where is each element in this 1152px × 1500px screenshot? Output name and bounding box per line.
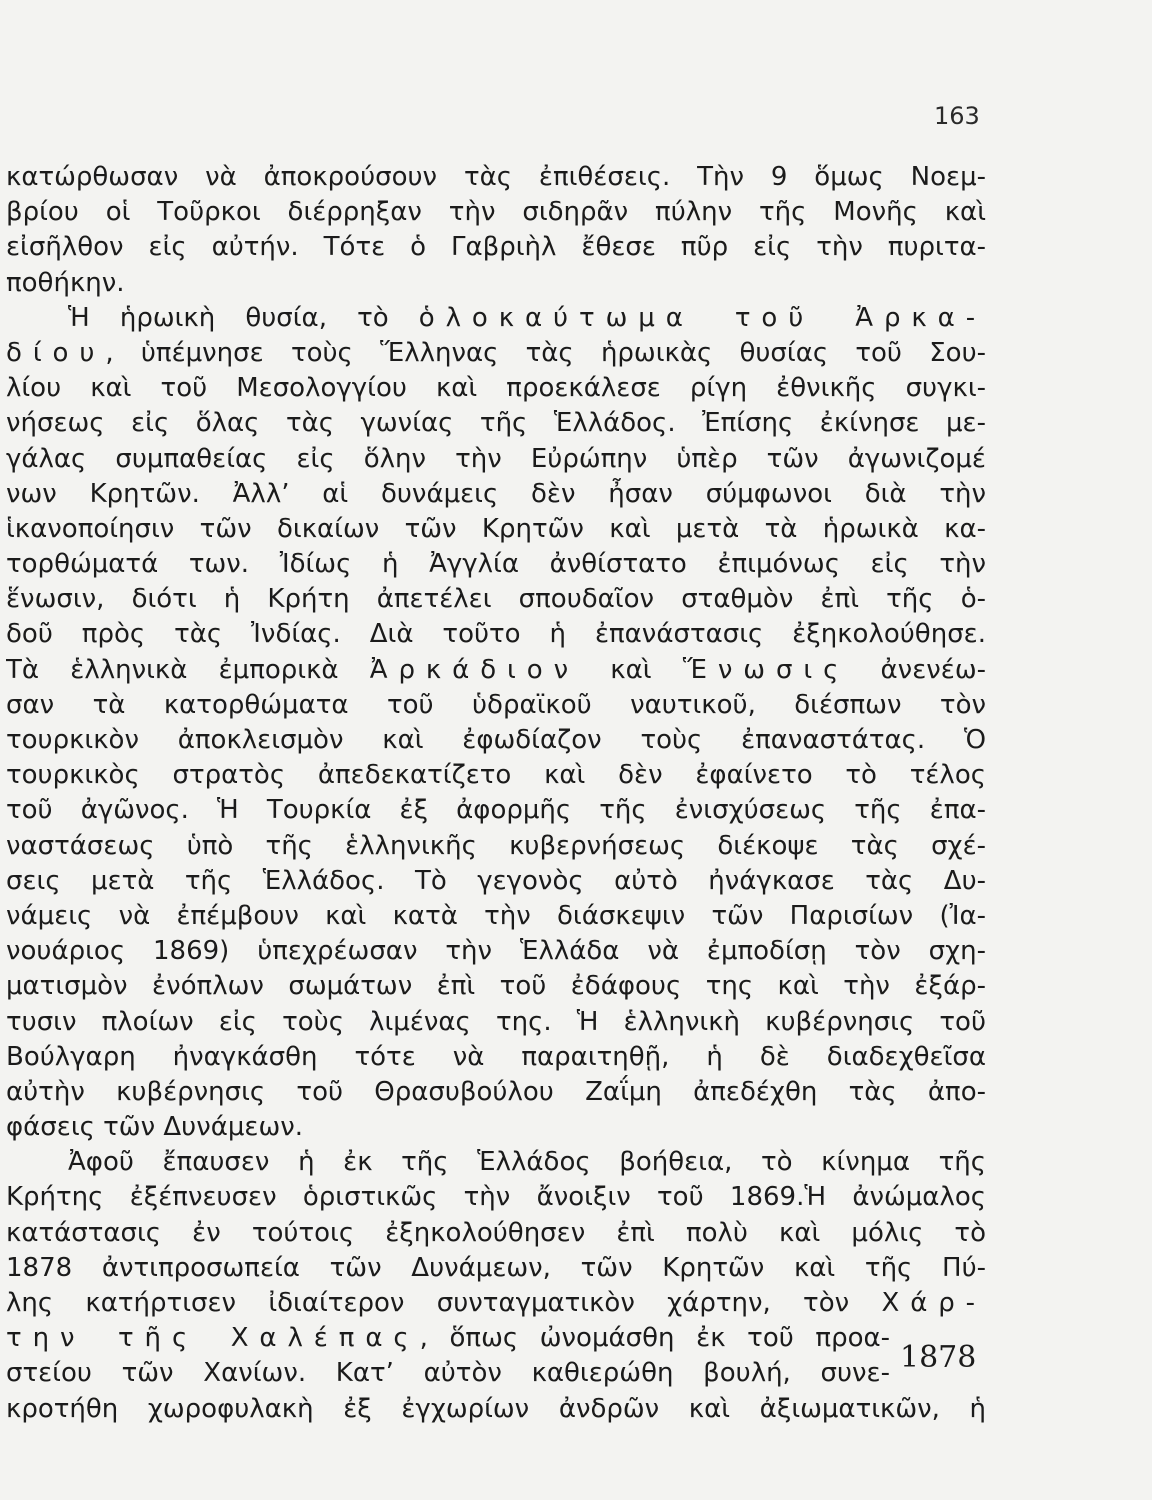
text-line: [6, 1356, 890, 1391]
text-segment: φάσεις τῶν Δυνάμεων.: [6, 1112, 304, 1143]
text-line: [6, 653, 986, 688]
text-line: [6, 582, 986, 617]
text-segment: σεις μετὰ τῆς Ἑλλάδος. Τὸ γεγονὸς αὐτὸ ἠνάγκασε τὰς Δυ-: [6, 865, 986, 896]
text-line: [6, 617, 986, 652]
text-line: [6, 512, 986, 547]
text-line: [6, 1110, 986, 1145]
text-segment: καὶ: [579, 654, 683, 685]
text-line: [6, 230, 986, 265]
text-segment: ποθήκην.: [6, 267, 125, 298]
text-line: [6, 266, 986, 301]
text-line: [6, 336, 986, 371]
spaced-emphasis-text: ὁλοκαύτωμα τοῦ Ἀρκα-: [418, 302, 986, 333]
text-line: [6, 1040, 986, 1075]
text-segment: ναστάσεως ὑπὸ τῆς ἑλληνικῆς κυβερνήσεως διέκοψε τὰς σχέ-: [6, 830, 986, 861]
text-line: [6, 793, 986, 828]
text-segment: ἀνενέω-: [849, 654, 986, 685]
text-line: [6, 547, 986, 582]
text-segment: Ἡ ἡρωικὴ θυσία, τὸ: [68, 302, 419, 333]
text-segment: νουάριος 1869) ὑπεχρέωσαν τὴν Ἑλλάδα νὰ ἐμποδίσῃ τὸν σχη-: [6, 936, 986, 967]
text-line: [6, 477, 986, 512]
text-line: [6, 1005, 986, 1040]
text-segment: τοῦ ἀγῶνος. Ἡ Τουρκία ἐξ ἀφορμῆς τῆς ἐνισχύσεως τῆς ἐπα-: [6, 795, 986, 826]
text-segment: στείου τῶν Χανίων. Κατ’ αὐτὸν καθιερώθη βουλή, συνε-: [6, 1358, 890, 1389]
text-line: [6, 723, 986, 758]
text-line: [6, 195, 986, 230]
page-number: 163: [934, 102, 980, 130]
text-segment: Κρήτης ἐξέπνευσεν ὁριστικῶς τὴν ἄνοιξιν τοῦ 1869.Ἡ ἀνώμαλος: [6, 1182, 986, 1213]
text-segment: ματισμὸν ἐνόπλων σωμάτων ἐπὶ τοῦ ἐδάφους της καὶ τὴν ἐξάρ-: [6, 971, 986, 1002]
text-line: [6, 969, 986, 1004]
text-line: [6, 1145, 986, 1180]
text-line: [6, 1392, 986, 1427]
text-line: [6, 1180, 986, 1215]
text-segment: Τὰ ἑλληνικὰ ἐμπορικὰ: [6, 654, 370, 685]
text-segment: ἱκανοποίησιν τῶν δικαίων τῶν Κρητῶν καὶ μετὰ τὰ ἡρωικὰ κα-: [6, 513, 986, 544]
text-segment: κατάστασις ἐν τούτοις ἐξηκολούθησεν ἐπὶ πολὺ καὶ μόλις τὸ: [6, 1217, 986, 1248]
text-line: [6, 1321, 890, 1356]
text-line: [6, 934, 986, 969]
text-segment: νων Κρητῶν. Ἀλλ’ αἱ δυνάμεις δὲν ἦσαν σύμφωνοι διὰ τὴν: [6, 478, 986, 509]
text-segment: γάλας συμπαθείας εἰς ὅλην τὴν Εὐρώπην ὑπὲρ τῶν ἀγωνιζομέ: [6, 443, 986, 474]
margin-note: 1878: [900, 1340, 977, 1375]
text-segment: νήσεως εἰς ὅλας τὰς γωνίας τῆς Ἑλλάδος. Ἐπίσης ἐκίνησε με-: [6, 408, 986, 439]
text-segment: λης κατήρτισεν ἰδιαίτερον συνταγματικὸν χάρτην, τὸν: [6, 1288, 882, 1318]
text-line: [6, 1216, 986, 1251]
spaced-emphasis-text: Χάρ-: [881, 1288, 986, 1318]
text-line: [6, 442, 986, 477]
body-text: [6, 160, 986, 1427]
spaced-emphasis-text: Ἀρκάδιον: [369, 654, 580, 685]
text-segment: τορθώματά των. Ἰδίως ἡ Ἀγγλία ἀνθίστατο ἐπιμόνως εἰς τὴν: [6, 549, 986, 580]
text-segment: νάμεις νὰ ἐπέμβουν καὶ κατὰ τὴν διάσκεψιν τῶν Παρισίων (Ἰα-: [6, 900, 986, 931]
text-line: [6, 1251, 986, 1286]
spaced-emphasis-text: δίου: [6, 337, 106, 368]
text-line: [6, 371, 986, 406]
text-line: [6, 899, 986, 934]
spaced-emphasis-text: Ἕνωσις: [682, 654, 850, 685]
text-segment: κροτήθη χωροφυλακὴ ἐξ ἐγχωρίων ἀνδρῶν καὶ ἀξιωματικῶν, ἡ: [6, 1393, 986, 1424]
text-segment: λίου καὶ τοῦ Μεσολογγίου καὶ προεκάλεσε ρίγη ἐθνικῆς συγκι-: [6, 373, 986, 404]
text-segment: τυσιν πλοίων εἰς τοὺς λιμένας της. Ἡ ἑλληνικὴ κυβέρνησις τοῦ: [6, 1006, 986, 1037]
text-segment: , ὑπέμνησε τοὺς Ἕλληνας τὰς ἡρωικὰς θυσίας τοῦ Σου-: [105, 337, 986, 368]
text-segment: αὐτὴν κυβέρνησις τοῦ Θρασυβούλου Ζαΐμη ἀπεδέχθη τὰς ἀπο-: [6, 1076, 986, 1107]
text-line: [6, 829, 986, 864]
text-segment: βρίου οἱ Τοῦρκοι διέρρηξαν τὴν σιδηρᾶν πύλην τῆς Μονῆς καὶ: [6, 197, 986, 228]
text-segment: δοῦ πρὸς τὰς Ἰνδίας. Διὰ τοῦτο ἡ ἐπανάστασις ἐξηκολούθησε.: [6, 619, 986, 650]
text-segment: τουρκικὸς στρατὸς ἀπεδεκατίζετο καὶ δὲν ἐφαίνετο τὸ τέλος: [6, 760, 986, 791]
text-line: [6, 688, 986, 723]
text-line: [6, 864, 986, 899]
text-segment: 1878 ἀντιπροσωπεία τῶν Δυνάμεων, τῶν Κρητῶν καὶ τῆς Πύ-: [6, 1252, 986, 1283]
text-line: [6, 1286, 986, 1321]
text-line: [6, 1075, 986, 1110]
text-segment: τουρκικὸν ἀποκλεισμὸν καὶ ἐφωδίαζον τοὺς ἐπαναστάτας. Ὁ: [6, 725, 986, 755]
text-line: [6, 160, 986, 195]
text-segment: , ὅπως ὠνομάσθη ἐκ τοῦ προα-: [419, 1323, 890, 1354]
text-segment: Βούλγαρη ἠναγκάσθη τότε νὰ παραιτηθῇ, ἡ δὲ διαδεχθεῖσα: [6, 1041, 986, 1072]
text-segment: εἰσῆλθον εἰς αὐτήν. Τότε ὁ Γαβριὴλ ἔθεσε πῦρ εἰς τὴν πυριτα-: [6, 232, 986, 263]
text-line: [6, 406, 986, 441]
text-line: [6, 758, 986, 793]
text-segment: ἕνωσιν, διότι ἡ Κρήτη ἀπετέλει σπουδαῖον σταθμὸν ἐπὶ τῆς ὁ-: [6, 584, 986, 615]
text-line: [6, 301, 986, 336]
spaced-emphasis-text: την τῆς Χαλέπας: [6, 1323, 420, 1354]
text-segment: σαν τὰ κατορθώματα τοῦ ὑδραϊκοῦ ναυτικοῦ, διέσπων τὸν: [6, 689, 986, 720]
text-segment: Ἀφοῦ ἔπαυσεν ἡ ἐκ τῆς Ἑλλάδος βοήθεια, τὸ κίνημα τῆς: [68, 1147, 986, 1178]
text-segment: κατώρθωσαν νὰ ἀποκρούσουν τὰς ἐπιθέσεις. Τὴν 9 ὅμως Νοεμ-: [6, 162, 986, 192]
